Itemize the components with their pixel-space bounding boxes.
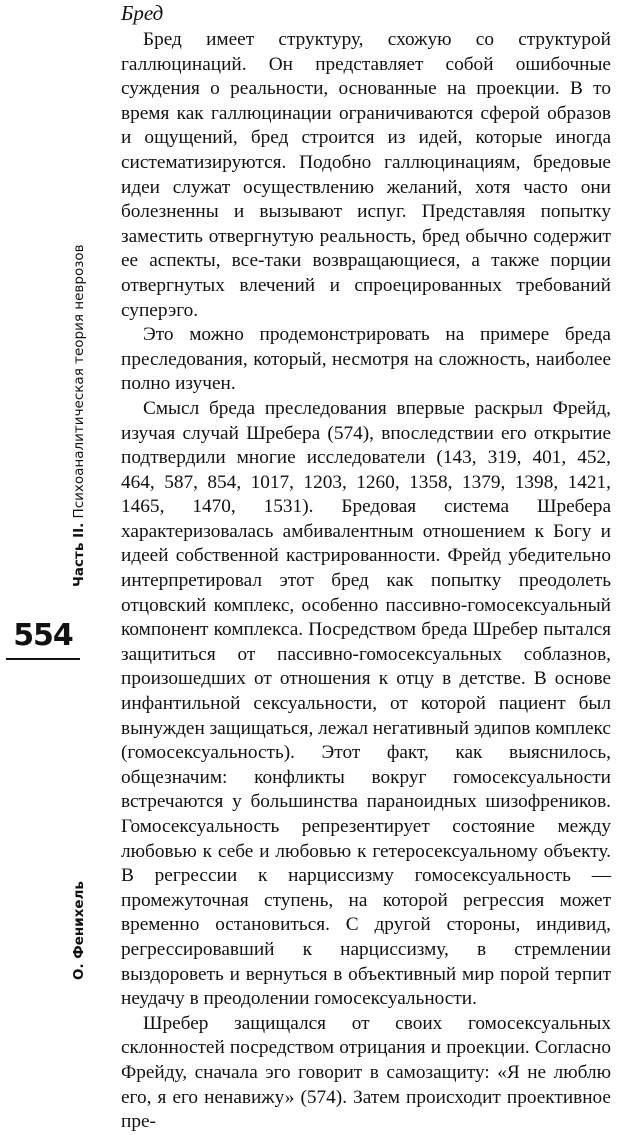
paragraph: Бред имеет структуру, схожую со структурой галлюцинаций. Он представляет собой ошибочные суждения о реальности, основанные на проекции. В то время как галлюцинации ограничиваются сферой образов и ощущений, бред строится из идей, которые иногда систематизируются. Подобно галлюцинациям, бредовые идеи служат осуществлению желаний, хотя часто они болезненны и вызывают испуг. Представляя попытку заместить отвергнутую реальность, бред обычно содержит ее аспекты, все-таки возвращающиеся, а также порции отвергнутых влечений и спроецированных требований суперэго. bbox=[121, 29, 611, 321]
section-title: Бред bbox=[121, 1, 164, 25]
body-text bbox=[121, 28, 611, 1135]
running-head bbox=[70, 244, 88, 587]
running-head-title: Психоаналитическая теория неврозов bbox=[71, 244, 87, 519]
paragraph: Шребер защищался от своих гомосексуальных склонностей посредством отрицания и проекции. Согласно Фрейду, сначала эго говорит в самозащиту: «Я не люблю его, я его ненавижу» (574). Затем происходит проективное пре- bbox=[121, 1012, 611, 1133]
page-number: 554 bbox=[13, 618, 73, 653]
paragraph: Это можно продемонстрировать на примере бреда преследования, который, несмотря на сложность, наиболее полно изучен. bbox=[121, 324, 611, 395]
page-number-rule bbox=[6, 658, 80, 660]
author-name: О. Фенихель bbox=[71, 881, 87, 980]
paragraph: Смысл бреда преследования впервые раскрыл Фрейд, изучая случай Шребера (574), впоследствии его открытие подтвердили многие исследователи (143, 319, 401, 452, 464, 587, 854, 1017, 1203, 1260, 1358, 1379, 1398, 1421, 1465, 1470, 1531). Бредовая система Шребера характеризовалась амбивалентным отношением к Богу и идеей собственной кастрированности. Фрейд убедительно интерпретировал этот бред как попытку преодолеть отцовский комплекс, особенно пассивно-гомосексуальный компонент комплекса. Посредством бреда Шребер пытался защититься от пассивно-гомосексуальных соблазнов, произошедших от отношения к отцу в детстве. В основе инфантильной сексуальности, от которой пациент был вынужден защищаться, лежал негативный эдипов комплекс (гомосексуальность). Этот факт, как выяснилось, общезначим: конфликты вокруг гомосексуальности встречаются у большинства параноидных шизофреников. Гомосексуальность репрезентирует состояние между любовью к себе и любовью к гетеросексуальному объекту. В регрессии к нарциссизму гомосексуальность — промежуточная ступень, на которой регрессия может временно остановиться. С другой стороны, индивид, регрессировавший к нарциссизму, в стремлении выздороветь и вернуться в объективный мир порой терпит неудачу в преодолении гомосексуальности. bbox=[121, 397, 611, 1010]
running-head-part: Часть II. bbox=[71, 522, 87, 587]
